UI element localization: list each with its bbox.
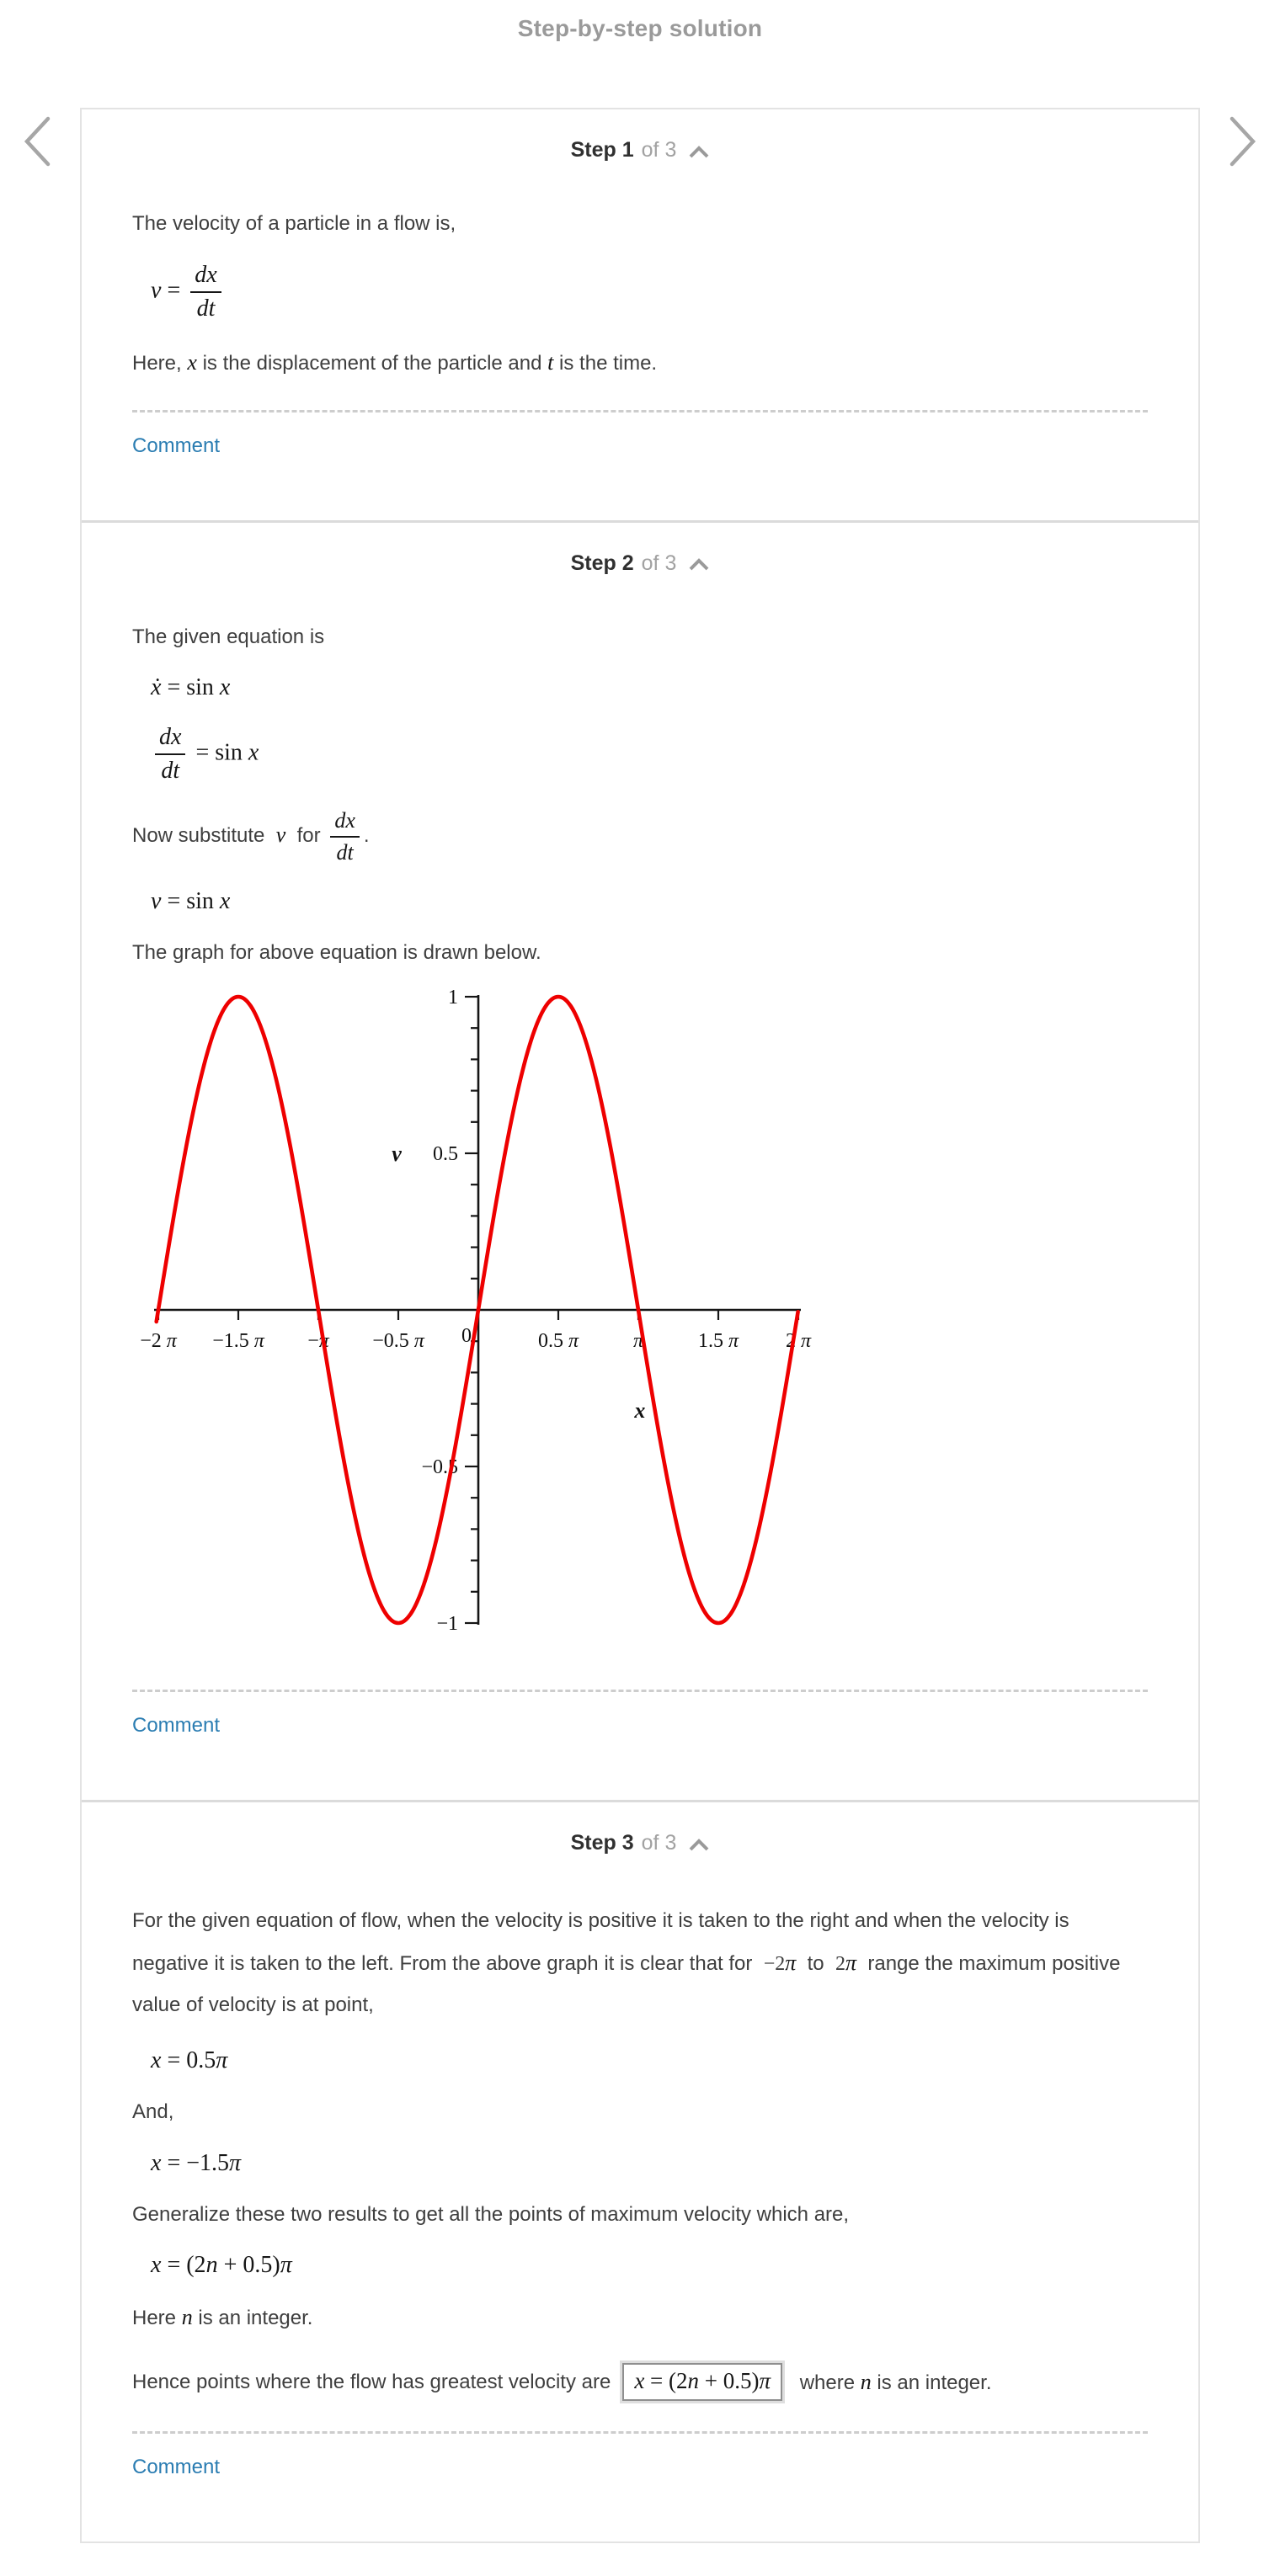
step-2-paragraph-2: Now substitute v for $\frac{dx}{dt}$ .: [132, 808, 370, 865]
boxed-answer-equation: x = (2n + 0.5)π: [622, 2363, 782, 2401]
svg-text:v: v: [392, 1142, 402, 1167]
chevron-left-icon: [20, 114, 54, 168]
step-1-paragraph-2: Here, x is the displacement of the particle and t is the time.: [132, 349, 658, 375]
step-1-label: Step 1: [570, 138, 634, 162]
svg-text:0: 0: [461, 1325, 472, 1348]
step-1-section: [82, 109, 1198, 520]
equation-x-equals-minus1.5pi: x = −1.5π: [151, 2149, 242, 2176]
step-3-paragraph-4: Here n is an integer.: [132, 2304, 313, 2329]
step-2-label: Step 2: [570, 551, 634, 575]
svg-text:x: x: [634, 1398, 646, 1424]
step-2-paragraph-1: The given equation is: [132, 625, 325, 648]
solution-page: [0, 15, 1280, 2543]
step-1-comment-link[interactable]: Comment: [132, 434, 221, 457]
step-2-of-label: of 3: [641, 551, 677, 575]
dashed-divider: [132, 2431, 1148, 2434]
svg-text:1.5 π: 1.5 π: [697, 1330, 739, 1353]
step-3-conclusion-line: [132, 2363, 1148, 2401]
sine-graph-figure: [127, 990, 1148, 1659]
equation-v-equals-dxdt: v = $\frac{dx}{dt}$: [132, 261, 1148, 323]
step-2-header[interactable]: [132, 551, 1148, 576]
svg-text:π: π: [632, 1330, 644, 1353]
step-3-comment-link[interactable]: Comment: [132, 2456, 221, 2479]
dashed-divider: [132, 410, 1148, 412]
step-3-label: Step 3: [570, 1831, 634, 1855]
svg-text:−π: −π: [307, 1330, 329, 1353]
step-3-section: [82, 1800, 1198, 2541]
step-1-of-label: of 3: [641, 138, 677, 162]
step-2-comment-link[interactable]: Comment: [132, 1714, 221, 1738]
step-3-paragraph-1: For the given equation of flow, when the velocity is positive it is taken to the right and when the velocity is negative it is taken to the left. From the above graph it is clear that for −2π to 2π range the maximum positive value of velocity is at point,: [132, 1909, 1127, 2017]
step-3-of-label: of 3: [641, 1831, 677, 1855]
svg-text:1: 1: [448, 990, 458, 1009]
step-2-paragraph-3: The graph for above equation is drawn below.: [132, 941, 541, 965]
solution-card: [80, 108, 1200, 2543]
svg-text:−2 π: −2 π: [140, 1330, 177, 1353]
page-title: Step-by-step solution: [517, 15, 763, 41]
step-3-paragraph-2: And,: [132, 2100, 174, 2124]
dashed-divider: [132, 1690, 1148, 1692]
equation-v-equals-sinx: v = sin x: [151, 888, 231, 915]
svg-text:0.5 π: 0.5 π: [537, 1330, 579, 1353]
svg-text:−1.5 π: −1.5 π: [212, 1330, 264, 1353]
conclusion-text-after: where n is an integer.: [794, 2369, 992, 2394]
svg-text:−0.5: −0.5: [421, 1456, 458, 1479]
step-3-header[interactable]: [132, 1831, 1148, 1855]
collapse-step-3-icon[interactable]: [689, 1839, 709, 1851]
svg-text:2 π: 2 π: [785, 1330, 812, 1353]
step-2-body: [132, 621, 1148, 1738]
step-2-section: [82, 520, 1198, 1801]
step-1-body: [132, 208, 1148, 458]
step-1-header[interactable]: [132, 138, 1148, 162]
step-3-paragraph-3: Generalize these two results to get all the points of maximum velocity which are,: [132, 2202, 850, 2226]
step-1-paragraph-1: The velocity of a particle in a flow is,: [132, 212, 456, 235]
svg-text:0.5: 0.5: [433, 1143, 458, 1166]
next-step-button[interactable]: [1221, 109, 1265, 176]
equation-dxdt-equals-sinx: $\frac{dx}{dt}$ = sin x: [132, 723, 1148, 785]
collapse-step-2-icon[interactable]: [689, 558, 709, 571]
step-3-body: [132, 1901, 1148, 2479]
prev-step-button[interactable]: [15, 109, 59, 176]
svg-text:−1: −1: [436, 1613, 458, 1636]
conclusion-text-before: Hence points where the flow has greatest velocity are: [132, 2370, 611, 2393]
equation-x-equals-0.5pi: x = 0.5π: [151, 2047, 228, 2074]
equation-x-equals-2n-plus-0.5-pi: x = (2n + 0.5)π: [151, 2251, 292, 2278]
equation-xdot-equals-sinx: ẋ = sin x: [151, 674, 231, 701]
sine-graph: [127, 990, 835, 1655]
chevron-right-icon: [1226, 114, 1260, 168]
solution-carousel: [0, 108, 1280, 2543]
collapse-step-1-icon[interactable]: [689, 146, 709, 158]
svg-text:−0.5 π: −0.5 π: [372, 1330, 424, 1353]
